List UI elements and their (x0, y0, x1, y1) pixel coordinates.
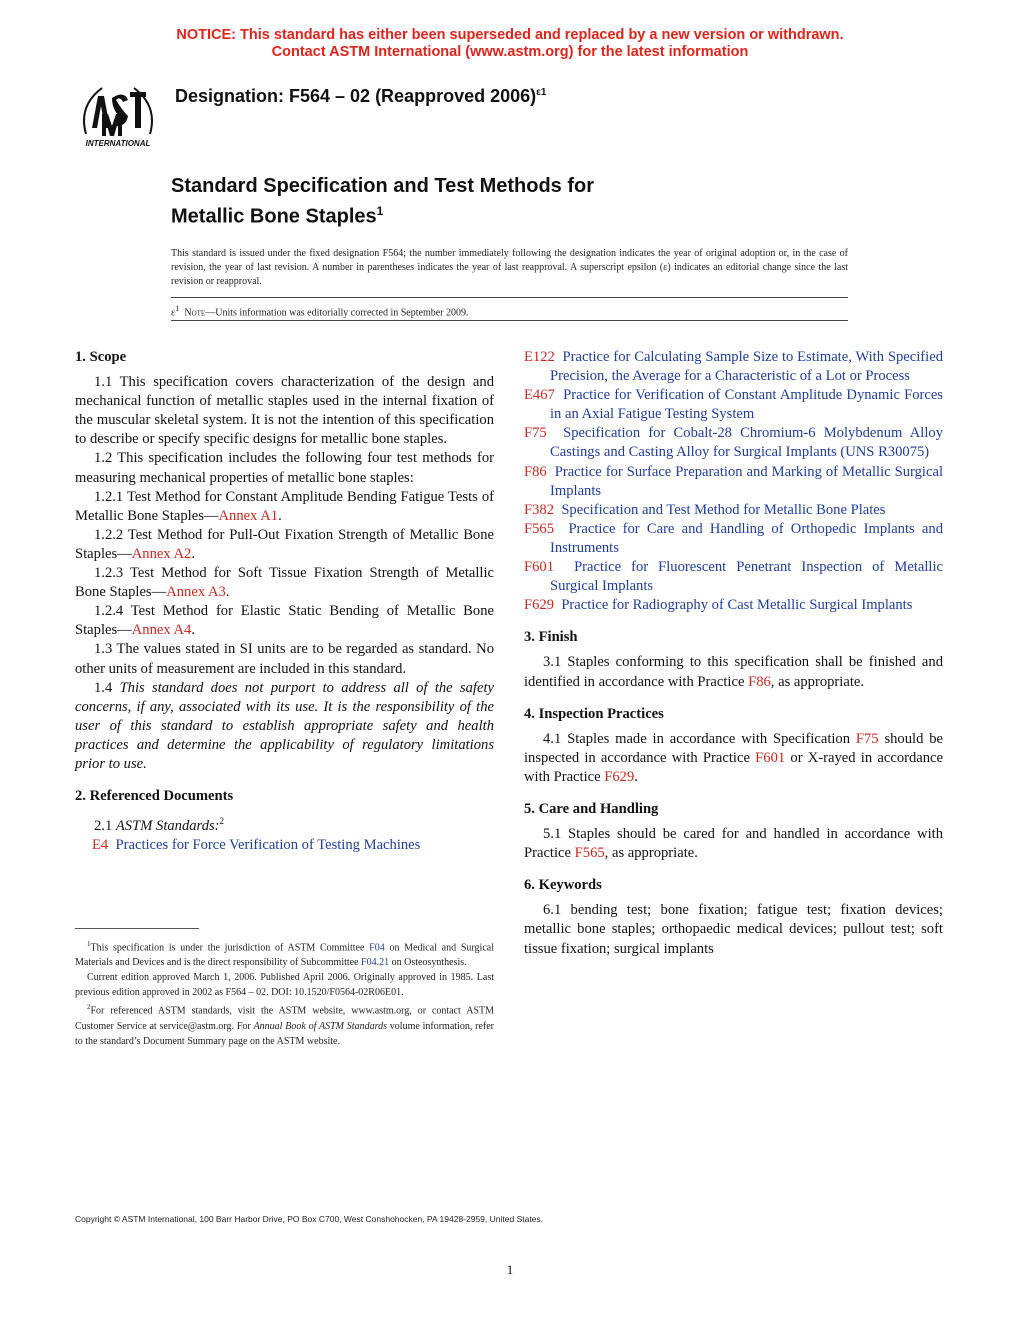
ref-code[interactable]: F565 (524, 520, 555, 537)
editorial-note (171, 304, 469, 318)
ref-title[interactable]: Practice for Care and Handling of Orthopedic Implants and Instruments (550, 520, 943, 556)
section-heading-care: 5. Care and Handling (524, 800, 659, 817)
ref-code[interactable]: F382 (524, 501, 555, 518)
footnote-ref-2: 2 (219, 816, 225, 827)
section-heading-scope: 1. Scope (75, 349, 127, 365)
epsilon-symbol: ε (171, 307, 176, 319)
safety-caveat: This standard does not purport to address all of the safety concerns, if any, associated with its use. It is the responsibility of the user of this standard to establish appropriate safety and health practices and determine the applicability of regulatory limitations prior to use. (75, 679, 494, 772)
para-2-1 (75, 812, 494, 836)
ref-code[interactable]: F75 (524, 425, 547, 442)
ref-title[interactable]: Practice for Fluorescent Penetrant Inspection of Metallic Surgical Implants (550, 559, 943, 595)
ref-item-f601[interactable] (524, 558, 943, 596)
para-1-2-4: 1.2.4 Test Method for Elastic Static Bending of Metallic Bone Staples—Annex A4. (75, 603, 494, 639)
astm-logo-icon (72, 76, 164, 148)
copyright: Copyright © ASTM International, 100 Barr Harbor Drive, PO Box C700, West Conshohocken, PA 19428-2959, United States. (75, 1214, 544, 1224)
ref-item-e122[interactable] (524, 348, 943, 386)
section-heading-inspection: 4. Inspection Practices (524, 705, 664, 722)
ref-code[interactable]: F86 (524, 463, 547, 480)
para-text: . (634, 768, 638, 785)
title-line-2: Metallic Bone Staples (171, 205, 377, 228)
f601-link[interactable]: F601 (755, 749, 786, 766)
ref-item-e467[interactable] (524, 386, 943, 424)
ref-title[interactable]: Practices for Force Verification of Testing Machines (115, 837, 421, 854)
subcommittee-link[interactable]: F04.21 (361, 957, 390, 969)
annex-a2-link[interactable]: Annex A2 (131, 545, 192, 562)
para-1-3: 1.3 The values stated in SI units are to be regarded as standard. No other units of measurement are included in this standard. (75, 641, 494, 677)
para-text: , as appropriate. (770, 673, 864, 690)
fn-text: volume information, refer to the standard’s Document Summary page on the ASTM website. (75, 1020, 494, 1047)
fn-text: on Osteosynthesis. (389, 957, 467, 969)
ref-code[interactable]: E122 (524, 349, 555, 365)
issued-statement: This standard is issued under the fixed designation F564; the number immediately following the designation indicates the year of original adoption or, in the case of revision, the year of last revision. A number in parentheses indicates the year of last reapproval. A superscript epsilon (ε) indicates an editorial change since the last revision or reapproval. (171, 248, 848, 287)
para-1-2-1: 1.2.1 Test Method for Constant Amplitude Bending Fatigue Tests of Metallic Bone Staples—Annex A1. (75, 488, 494, 524)
fn-text: For referenced ASTM standards, visit the ASTM website, www.astm.org, or contact ASTM Customer Service at service@astm.org. For (75, 1005, 494, 1032)
fn-text: This specification is under the jurisdiction of ASTM Committee (90, 942, 370, 954)
section-heading-refdocs: 2. Referenced Documents (75, 788, 234, 805)
para-text: , as appropriate. (604, 845, 698, 862)
ref-item-f565[interactable] (524, 520, 943, 558)
designation (175, 86, 546, 107)
ref-title[interactable]: Specification and Test Method for Metallic Bone Plates (561, 501, 886, 518)
footnote-1-edition: Current edition approved March 1, 2006. Published April 2006. Originally approved in 1985. Last previous edition approved in 2002 as F564 – 02. DOI: 10.1520/F0564-02R06E01. (75, 972, 494, 999)
section-heading-finish: 3. Finish (524, 629, 578, 646)
para-text: 1.2.1 Test Method for Constant Amplitude Bending Fatigue Tests of Metallic Bone Staples— (75, 488, 494, 524)
f629-link[interactable]: F629 (604, 768, 635, 785)
title-sup: 1 (376, 204, 384, 218)
para-1-4 (75, 679, 494, 774)
right-column (524, 348, 943, 959)
annex-a3-link[interactable]: Annex A3 (166, 584, 226, 601)
committee-f04-link[interactable]: F04 (369, 942, 385, 954)
footnote-1 (75, 937, 494, 970)
title-line-1: Standard Specification and Test Methods for (171, 175, 595, 197)
note-text: —Units information was editorially corrected in September 2009. (205, 307, 469, 319)
para-1-1: 1.1 This specification covers characterization of the design and mechanical function of metallic staples used in the internal fixation of the muscular skeletal system. It is not the intention of this specification to describe or specify specific designs for metallic bone staples. (75, 374, 494, 448)
para-3-1 (524, 653, 943, 691)
fn-emphasis: Annual Book of ASTM Standards (253, 1020, 387, 1032)
ref-item-f75[interactable] (524, 424, 943, 462)
footnote-divider (75, 928, 199, 929)
page-title (171, 174, 594, 230)
para-1-2-2: 1.2.2 Test Method for Pull-Out Fixation Strength of Metallic Bone Staples—Annex A2. (75, 526, 494, 562)
footnotes (75, 937, 494, 1049)
fn-text: on Medical and Surgical Materials and Devices and is the direct responsibility of Subcommittee (75, 942, 494, 969)
divider (171, 320, 848, 321)
notice-line-1: NOTICE: This standard has either been superseded and replaced by a new version or withdrawn. (176, 27, 844, 43)
para-5-1 (524, 825, 943, 863)
divider (171, 297, 848, 298)
annex-a4-link[interactable]: Annex A4 (131, 622, 192, 639)
astm-standards-label: ASTM Standards: (115, 818, 220, 835)
note-label: Note (184, 307, 206, 319)
f565-link[interactable]: F565 (574, 845, 605, 862)
f86-link[interactable]: F86 (748, 673, 771, 690)
para-text: or X-rayed in accordance with Practice (524, 749, 944, 785)
f75-link[interactable]: F75 (855, 730, 879, 747)
para-text: 1.2.4 Test Method for Elastic Static Bending of Metallic Bone Staples— (75, 603, 494, 639)
designation-sup: ε1 (536, 87, 547, 98)
para-num: 2.1 (94, 818, 116, 835)
para-text: 3.1 Staples conforming to this specification shall be finished and identified in accordance with Practice (524, 654, 943, 690)
ref-title[interactable]: Practice for Radiography of Cast Metallic Surgical Implants (561, 597, 913, 614)
para-1-2: 1.2 This specification includes the following four test methods for measuring mechanical properties of metallic bone staples: (75, 450, 494, 486)
ref-code[interactable]: F601 (524, 559, 555, 576)
ref-item-f382[interactable] (524, 501, 943, 520)
ref-item-e4[interactable] (75, 836, 494, 855)
designation-text: Designation: F564 – 02 (Reapproved 2006) (175, 86, 537, 106)
ref-title[interactable]: Practice for Calculating Sample Size to Estimate, With Specified Precision, the Average for a Characteristic of a Lot or Process (550, 349, 943, 385)
superseded-notice (0, 27, 1020, 61)
ref-title[interactable]: Practice for Surface Preparation and Marking of Metallic Surgical Implants (550, 463, 943, 499)
page-number: 1 (506, 1262, 514, 1277)
ref-code[interactable]: E4 (92, 837, 109, 854)
ref-code[interactable]: F629 (524, 597, 555, 614)
notice-line-2: Contact ASTM International (www.astm.org) for the latest information (271, 44, 749, 60)
ref-title[interactable]: Specification for Cobalt-28 Chromium-6 Molybdenum Alloy Castings and Casting Alloy for Surgical Implants (UNS R30075) (550, 425, 943, 461)
section-heading-keywords: 6. Keywords (524, 877, 602, 894)
footnote-2 (75, 1000, 494, 1048)
ref-item-f86[interactable] (524, 463, 943, 501)
ref-title[interactable]: Practice for Verification of Constant Amplitude Dynamic Forces in an Axial Fatigue Testing System (550, 387, 943, 423)
logo-text: INTERNATIONAL (85, 139, 151, 148)
epsilon-sup: 1 (175, 304, 180, 313)
left-column (75, 348, 494, 855)
footnote-sup: 2 (87, 1003, 91, 1012)
footnote-sup: 1 (87, 940, 91, 948)
para-text: 1.2.3 Test Method for Soft Tissue Fixation Strength of Metallic Bone Staples— (75, 565, 494, 601)
para-text: 5.1 Staples should be cared for and handled in accordance with Practice (524, 826, 943, 862)
para-4-1 (524, 730, 943, 787)
para-6-1: 6.1 bending test; bone fixation; fatigue test; fixation devices; metallic bone staples; orthopaedic medical devices; pullout test; soft tissue fixation; surgical implants (524, 902, 943, 957)
ref-code[interactable]: E467 (524, 387, 555, 404)
para-text: 1.2.2 Test Method for Pull-Out Fixation Strength of Metallic Bone Staples— (75, 526, 494, 562)
para-text: should be inspected in accordance with Practice (524, 730, 943, 766)
para-num: 1.4 (94, 679, 120, 696)
para-1-2-3: 1.2.3 Test Method for Soft Tissue Fixation Strength of Metallic Bone Staples—Annex A3. (75, 565, 494, 601)
annex-a1-link[interactable]: Annex A1 (218, 507, 279, 524)
ref-item-f629[interactable] (524, 596, 943, 615)
para-text: 4.1 Staples made in accordance with Specification (543, 730, 856, 747)
